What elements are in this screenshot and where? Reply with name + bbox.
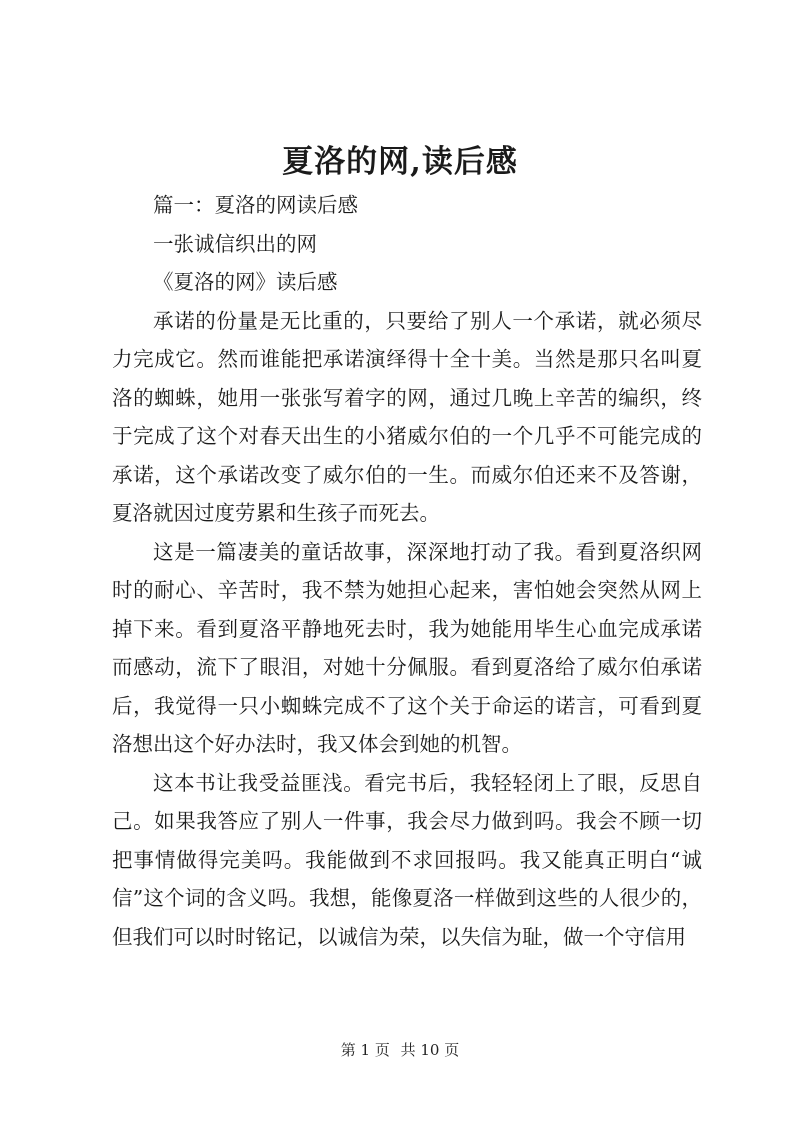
page-footer (0, 1038, 800, 1062)
page-number: 第 1 页 (340, 1041, 390, 1059)
total-pages: 共 10 页 (400, 1041, 460, 1059)
paragraph: 这是一篇凄美的童话故事，深深地打动了我。看到夏洛织网时的耐心、辛苦时，我不禁为她担心起来，害怕她会突然从网上掉下来。看到夏洛平静地死去时，我为她能用毕生心血完成承诺而感动，流下了眼泪，对她十分佩服。看到夏洛给了威尔伯承诺后，我觉得一只小蜘蛛完成不了这个关于命运的诺言，可看到夏洛想出这个好办法时，我又体会到她的机智。 (112, 539, 702, 756)
document-title: 夏洛的网,读后感 (282, 144, 518, 180)
section-heading: 篇一：夏洛的网读后感 (153, 193, 358, 217)
essay-subtitle: 一张诚信织出的网 (153, 231, 317, 256)
document-body (112, 186, 702, 956)
essay-book-title: 《夏洛的网》读后感 (153, 270, 338, 294)
paragraph: 承诺的份量是无比重的，只要给了别人一个承诺，就必须尽力完成它。然而谁能把承诺演绎得十全十美。当然是那只名叫夏洛的蜘蛛，她用一张张写着字的网，通过几晚上辛苦的编织，终于完成了这个对春天出生的小猪威尔伯的一个几乎不可能完成的承诺，这个承诺改变了威尔伯的一生。而威尔伯还来不及答谢，夏洛就因过度劳累和生孩子而死去。 (112, 308, 702, 525)
paragraph: 这本书让我受益匪浅。看完书后，我轻轻闭上了眼，反思自己。如果我答应了别人一件事，我会尽力做到吗。我会不顾一切把事情做得完美吗。我能做到不求回报吗。我又能真正明白“诚信”这个词的含义吗。我想，能像夏洛一样做到这些的人很少的，但我们可以时时铭记，以诚信为荣，以失信为耻，做一个守信用 (112, 770, 702, 949)
